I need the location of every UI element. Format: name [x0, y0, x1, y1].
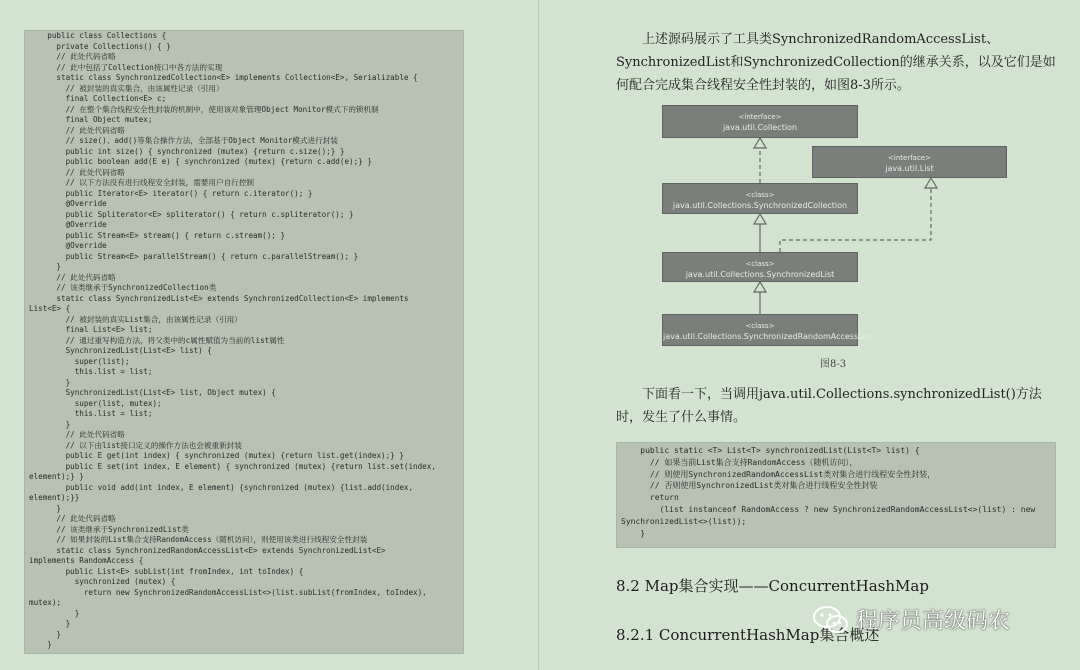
code-line: public Iterator<E> iterator() { return c.iterator(); }: [29, 188, 313, 198]
code-line: // 否则使用SynchronizedList类对集合进行线程安全性封装: [621, 481, 878, 491]
code-line: // 被封装的真实集合，由该属性记录（引用）: [29, 83, 224, 93]
code-line: final Collection<E> c;: [29, 94, 167, 103]
box-stereotype: <interface>: [888, 154, 931, 162]
code-line: public List<E> subList(int fromIndex, int toIndex) {: [29, 566, 304, 576]
figure-caption: 图8-3: [820, 359, 847, 370]
class-diagram: [655, 100, 1015, 350]
code-line: // 以下由list接口定义的操作方法也会被重新封装: [29, 440, 242, 450]
paragraph-question: 下面看一下，当调用java.util.Collections.synchronizedList()方法时，发生了什么事情。: [616, 387, 1042, 425]
right-code-block: [616, 442, 1056, 548]
code-line: }: [29, 503, 62, 513]
code-line: return new SynchronizedRandomAccessList<>(list.subList(fromIndex, toIndex),: [29, 587, 427, 597]
uml-box-synchronized-collection: [662, 183, 858, 214]
code-line: super(list);: [29, 356, 130, 366]
box-class-name: java.util.List: [885, 164, 934, 173]
box-stereotype: <interface>: [738, 113, 782, 121]
code-line: }: [29, 262, 62, 271]
code-line: @Override: [29, 199, 107, 208]
code-line: // 此处代码省略: [29, 52, 116, 61]
code-line: }: [621, 528, 646, 538]
code-line: static class SynchronizedList<E> extends SynchronizedCollection<E> implements: [29, 293, 409, 303]
code-line: }: [29, 629, 62, 639]
code-line: // 如果当前List集合支持RandomAccess（随机访问），: [621, 457, 858, 467]
code-line: super(list, mutex);: [29, 398, 162, 408]
code-line: SynchronizedList(List<E> list, Object mutex) {: [29, 388, 276, 397]
code-line: private Collections() { }: [29, 41, 171, 51]
code-line: SynchronizedList<>(list));: [621, 516, 747, 526]
code-line: // 此处代码省略: [29, 125, 125, 135]
code-line: public void add(int index, E element) {synchronized (mutex) {list.add(index,: [29, 482, 414, 492]
code-line: mutex);: [29, 598, 62, 607]
code-line: @Override: [29, 220, 107, 229]
code-line: element);} }: [29, 472, 84, 481]
code-line: return: [621, 493, 679, 503]
uml-box-list: [812, 146, 1007, 178]
wechat-icon: [812, 605, 850, 635]
code-line: // 则使用SynchronizedRandomAccessList类对集合进行线程安全性封装，: [621, 469, 936, 479]
box-class-name: java.util.Collections.SynchronizedRandomAccessList: [663, 332, 873, 341]
watermark: [812, 604, 1010, 635]
code-line: final List<E> list;: [29, 325, 153, 334]
code-line: synchronized (mutex) {: [29, 577, 176, 586]
code-line: // 此处代码省略: [29, 167, 125, 177]
code-line: // 被封装的真实List集合，由该属性记录（引用）: [29, 314, 242, 324]
code-line: public E set(int index, E element) { synchronized (mutex) {return list.set(index,: [29, 461, 436, 471]
code-line: }: [29, 619, 71, 628]
code-line: // 如果封装的List集合支持RandomAccess（随机访问），则使用该类进行线程安全性封装: [29, 535, 368, 544]
code-line: public static <T> List<T> synchronizedList(List<T> list) {: [621, 446, 920, 455]
code-line: }: [29, 640, 52, 649]
code-line: // 此处代码省略: [29, 272, 116, 282]
inherit-arrowhead-list: [754, 282, 766, 292]
box-class-name: java.util.Collections.SynchronizedList: [685, 270, 835, 279]
code-line: List<E> {: [29, 304, 71, 313]
box-stereotype: <class>: [745, 260, 775, 268]
code-line: // 该类继承于SynchronizedList类: [29, 524, 189, 534]
code-line: final Object mutex;: [29, 115, 153, 124]
code-line: public Stream<E> stream() { return c.stream(); }: [29, 230, 286, 240]
code-line: public class Collections {: [29, 31, 167, 40]
realization-arrowhead-collection: [754, 138, 766, 148]
code-line: (list instanceof RandomAccess ? new SynchronizedRandomAccessList<>(list) : new: [621, 504, 1036, 514]
inherit-arrowhead-collection: [754, 214, 766, 224]
code-line: // 以下方法没有进行线程安全封装，需要用户自行控制: [29, 178, 254, 187]
box-stereotype: <class>: [745, 191, 775, 199]
code-line: // 此处代码省略: [29, 430, 125, 439]
code-line: }: [29, 608, 80, 618]
uml-box-collection: [662, 105, 858, 138]
code-line: public E get(int index) { synchronized (mutex) {return list.get(index);} }: [29, 451, 404, 460]
uml-box-synchronized-list: [662, 252, 858, 282]
code-line: public int size() { synchronized (mutex) {return c.size();} }: [29, 146, 345, 156]
left-code-block: [24, 30, 464, 654]
code-line: public Spliterator<E> spliterator() { return c.spliterator(); }: [29, 209, 354, 219]
code-line: this.list = list;: [29, 409, 153, 418]
code-line: // 通过重写构造方法，将父类中的c属性赋值为当前的list属性: [29, 335, 285, 345]
section-heading: 8.2 Map集合实现——ConcurrentHashMap: [616, 577, 929, 595]
realization-arrowhead-list: [925, 178, 937, 188]
code-line: public Stream<E> parallelStream() { return c.parallelStream(); }: [29, 251, 359, 261]
code-line: SynchronizedList(List<E> list) {: [29, 346, 212, 355]
uml-box-synchronized-random-access-list: [662, 314, 873, 346]
code-line: static class SynchronizedRandomAccessList<E> extends SynchronizedList<E>: [29, 545, 386, 555]
subsection-heading: 8.2.1 ConcurrentHashMap集合概述: [616, 626, 880, 644]
code-line: // size()、add()等集合操作方法，全部基于Object Monitor模式进行封装: [29, 136, 338, 145]
watermark-text: 程序员高级码农: [856, 609, 1011, 634]
code-line: static class SynchronizedCollection<E> implements Collection<E>, Serializable {: [29, 73, 418, 82]
code-line: }: [29, 377, 71, 387]
code-line: @Override: [29, 241, 107, 250]
code-line: public boolean add(E e) { synchronized (mutex) {return c.add(e);} }: [29, 157, 372, 166]
code-line: this.list = list;: [29, 367, 153, 376]
paragraph-intro: 上述源码展示了工具类SynchronizedRandomAccessList、SynchronizedList和SynchronizedCollection的继承关系，以及它们是如何配合完成集合线程安全性封装的，如图8-3所示。: [616, 32, 1056, 93]
code-line: // 此处代码省略: [29, 514, 116, 523]
code-line: // 在整个集合线程安全性封装的机制中，使用该对象管理Object Monitor模式下的锁机制: [29, 104, 379, 114]
code-line: }: [29, 419, 71, 429]
box-class-name: java.util.Collections.SynchronizedCollection: [672, 201, 848, 210]
code-line: implements RandomAccess {: [29, 556, 144, 565]
box-stereotype: <class>: [745, 322, 775, 330]
box-class-name: java.util.Collection: [722, 123, 798, 132]
code-line: // 该类继承于SynchronizedCollection类: [29, 283, 217, 292]
code-line: element);}}: [29, 493, 80, 502]
code-line: // 此中包括了Collection接口中各方法的实现: [29, 62, 223, 72]
